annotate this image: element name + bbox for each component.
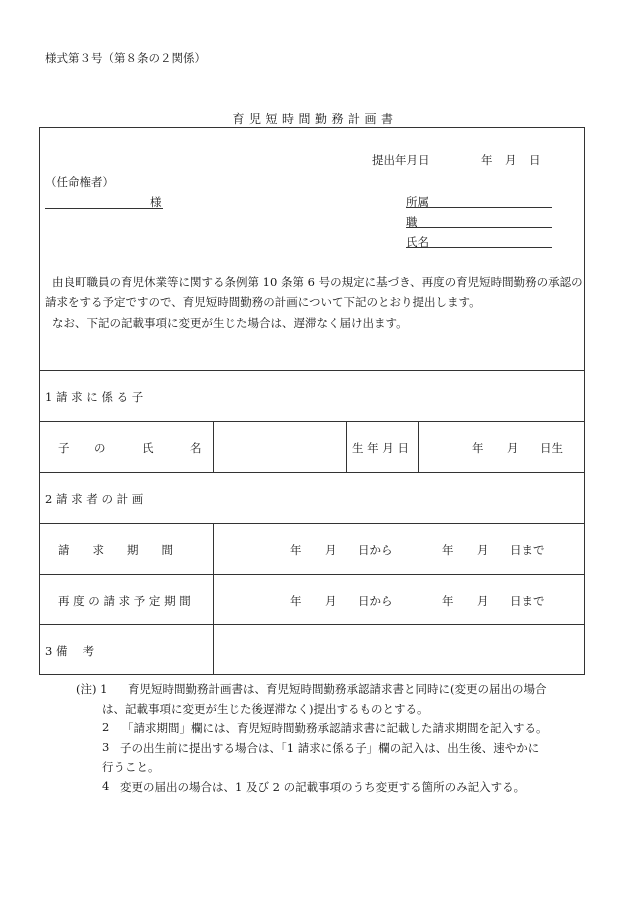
position-underline [406,227,552,228]
birth-day: 日生 [540,441,563,455]
divider-section2-heading [40,523,584,524]
affiliation-label: 所属 [406,195,429,209]
birth-month: 月 [507,441,519,455]
re-period-from-month: 月 [325,594,337,608]
period-to-month: 月 [477,543,489,557]
note1-line2: は、記載事項に変更が生じた後遅滞なく)提出するものとする。 [102,702,429,716]
divider-header-bottom [40,370,584,371]
form-number: 様式第３号（第８条の２関係） [45,51,206,65]
period-to-year: 年 [442,543,454,557]
period-to-day: 日まで [510,543,545,557]
appointer-name-underline [45,208,163,209]
divider-re-period-row [40,624,584,625]
document-title: 育児短時間勤務計画書 [232,112,398,126]
honorific-sama: 様 [150,195,162,209]
divider-birthdate-left [346,421,347,472]
section2-heading: 2 請 求 者 の 計 画 [45,492,144,506]
re-period-from-year: 年 [290,594,302,608]
note2-number: 2 [102,720,110,734]
name-underline [406,247,552,248]
submission-date-label: 提出年月日 [372,153,430,167]
period-label: 請 求 期 間 [58,543,173,557]
divider-birthdate-right [418,421,419,472]
re-period-label: 再 度 の 請 求 予 定 期 間 [58,594,191,608]
section1-heading: 1 請 求 に 係 る 子 [45,390,144,404]
note3-number: 3 [102,740,110,754]
submission-month: 月 [505,153,517,167]
submission-day: 日 [529,153,541,167]
re-period-from-day: 日から [358,594,393,608]
name-label: 氏名 [406,235,429,249]
position-label: 職 [406,215,418,229]
note3-line1: 子の出生前に提出する場合は、「1 請求に係る子」欄の記入は、出生後、速やかに [120,741,540,755]
birthdate-label: 生 年 月 日 [352,441,409,455]
affiliation-underline [406,207,552,208]
re-period-to-month: 月 [477,594,489,608]
submission-year: 年 [481,153,493,167]
period-from-month: 月 [325,543,337,557]
section3-heading: 3 備 考 [45,644,95,658]
note1-line1: 育児短時間勤務計画書は、育児短時間勤務承認請求書と同時に(変更の届出の場合 [128,682,547,696]
divider-label-col-2 [213,523,214,675]
body-text-line3: なお、下記の記載事項に変更が生じた場合は、遅滞なく届け出ます。 [52,316,408,330]
note2-text: 「請求期間」欄には、育児短時間勤務承認請求書に記載した請求期間を記入する。 [122,721,548,735]
note-prefix: (注) 1 [76,682,108,696]
divider-period-row [40,574,584,575]
body-text-line2: 請求をする予定ですので、育児短時間勤務の計画について下記のとおり提出します。 [45,295,481,309]
period-from-year: 年 [290,543,302,557]
period-from-day: 日から [358,543,393,557]
birth-year: 年 [472,441,484,455]
re-period-to-year: 年 [442,594,454,608]
divider-label-col-1 [213,421,214,472]
child-name-label: 子 の 氏 名 [58,441,202,455]
note4-text: 変更の届出の場合は、1 及び 2 の記載事項のうち変更する箇所のみ記入する。 [120,780,526,794]
appointer-label: （任命権者） [45,175,114,189]
note3-line2: 行うこと。 [102,760,160,774]
note4-number: 4 [102,779,110,793]
divider-section1-heading [40,421,584,422]
body-text-line1: 由良町職員の育児休業等に関する条例第 10 条第 6 号の規定に基づき、再度の育児短時間勤務の承認の [52,275,583,289]
divider-child-row [40,472,584,473]
re-period-to-day: 日まで [510,594,545,608]
